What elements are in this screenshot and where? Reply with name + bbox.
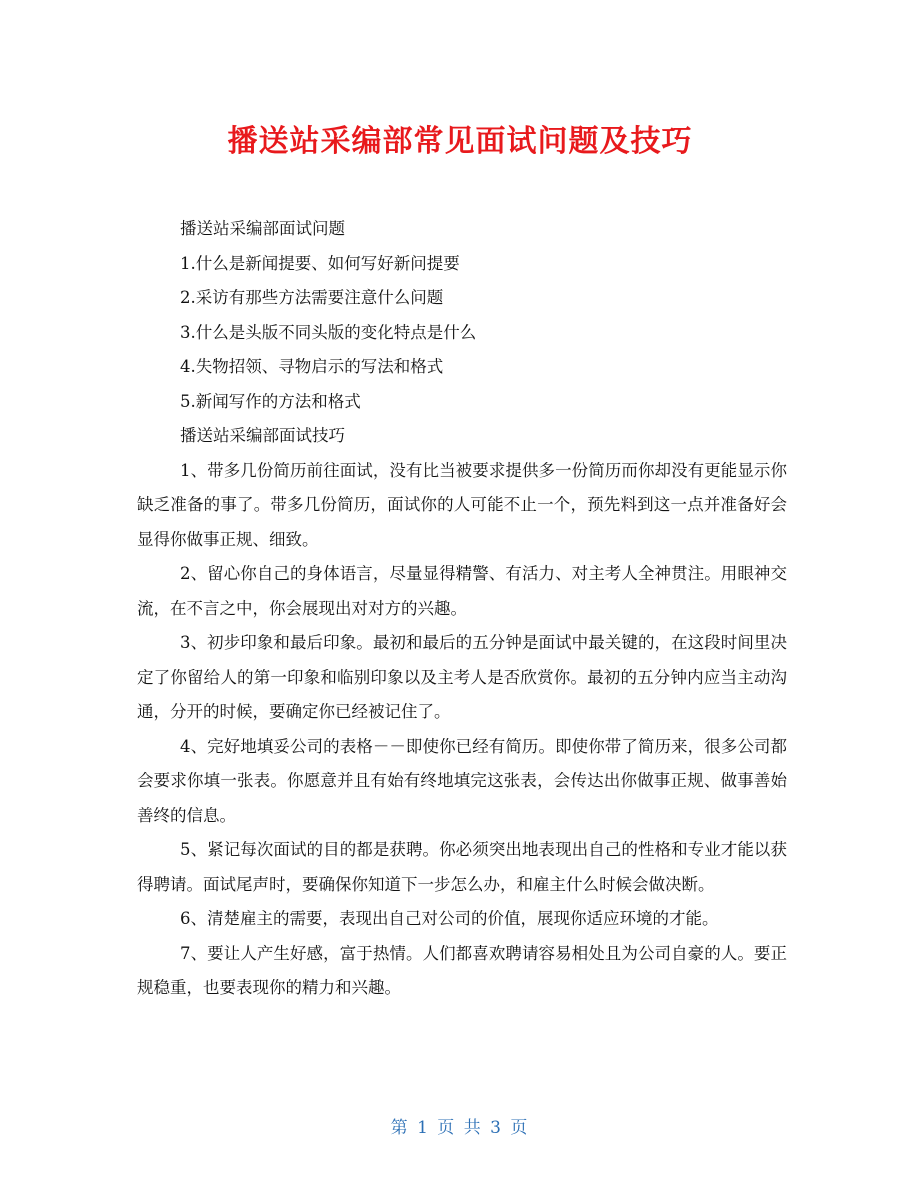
tip-paragraph: 3、初步印象和最后印象。最初和最后的五分钟是面试中最关键的，在这段时间里决定了你留给人的第一印象和临别印象以及主考人是否欣赏你。最初的五分钟内应当主动沟通，分开的时候，要确定你已经被记住了。	[137, 633, 787, 721]
question-item: 4.失物招领、寻物启示的写法和格式	[180, 357, 444, 376]
document-body	[137, 212, 787, 1006]
question-item: 2.采访有那些方法需要注意什么问题	[180, 288, 444, 307]
document-title: 播送站采编部常见面试问题及技巧	[227, 124, 693, 159]
tip-paragraph: 6、清楚雇主的需要，表现出自己对公司的价值，展现你适应环境的才能。	[180, 909, 719, 928]
tip-paragraph: 2、留心你自己的身体语言，尽量显得精警、有活力、对主考人全神贯注。用眼神交流，在不言之中，你会展现出对对方的兴趣。	[137, 564, 787, 618]
tip-paragraph: 7、要让人产生好感，富于热情。人们都喜欢聘请容易相处且为公司自豪的人。要正规稳重，也要表现你的精力和兴趣。	[137, 943, 787, 997]
tips-heading: 播送站采编部面试技巧	[180, 426, 345, 445]
page-number-label: 第 1 页 共 3 页	[390, 1118, 530, 1138]
questions-heading: 播送站采编部面试问题	[180, 219, 345, 238]
tip-paragraph: 1、带多几份简历前往面试，没有比当被要求提供多一份简历而你却没有更能显示你缺乏准备的事了。带多几份简历，面试你的人可能不止一个，预先料到这一点并准备好会显得你做事正规、细致。	[137, 460, 787, 549]
page-footer	[0, 1113, 920, 1138]
question-item: 5.新闻写作的方法和格式	[180, 391, 361, 411]
tip-paragraph: 4、完好地填妥公司的表格－－即使你已经有简历。即使你带了简历来，很多公司都会要求你填一张表。你愿意并且有始有终地填完这张表，会传达出你做事正规、做事善始善终的信息。	[137, 736, 787, 825]
question-item: 3.什么是头版不同头版的变化特点是什么	[180, 322, 477, 342]
question-item: 1.什么是新闻提要、如何写好新问提要	[180, 253, 460, 273]
tip-paragraph: 5、紧记每次面试的目的都是获聘。你必须突出地表现出自己的性格和专业才能以获得聘请。面试尾声时，要确保你知道下一步怎么办，和雇主什么时候会做决断。	[137, 840, 787, 894]
